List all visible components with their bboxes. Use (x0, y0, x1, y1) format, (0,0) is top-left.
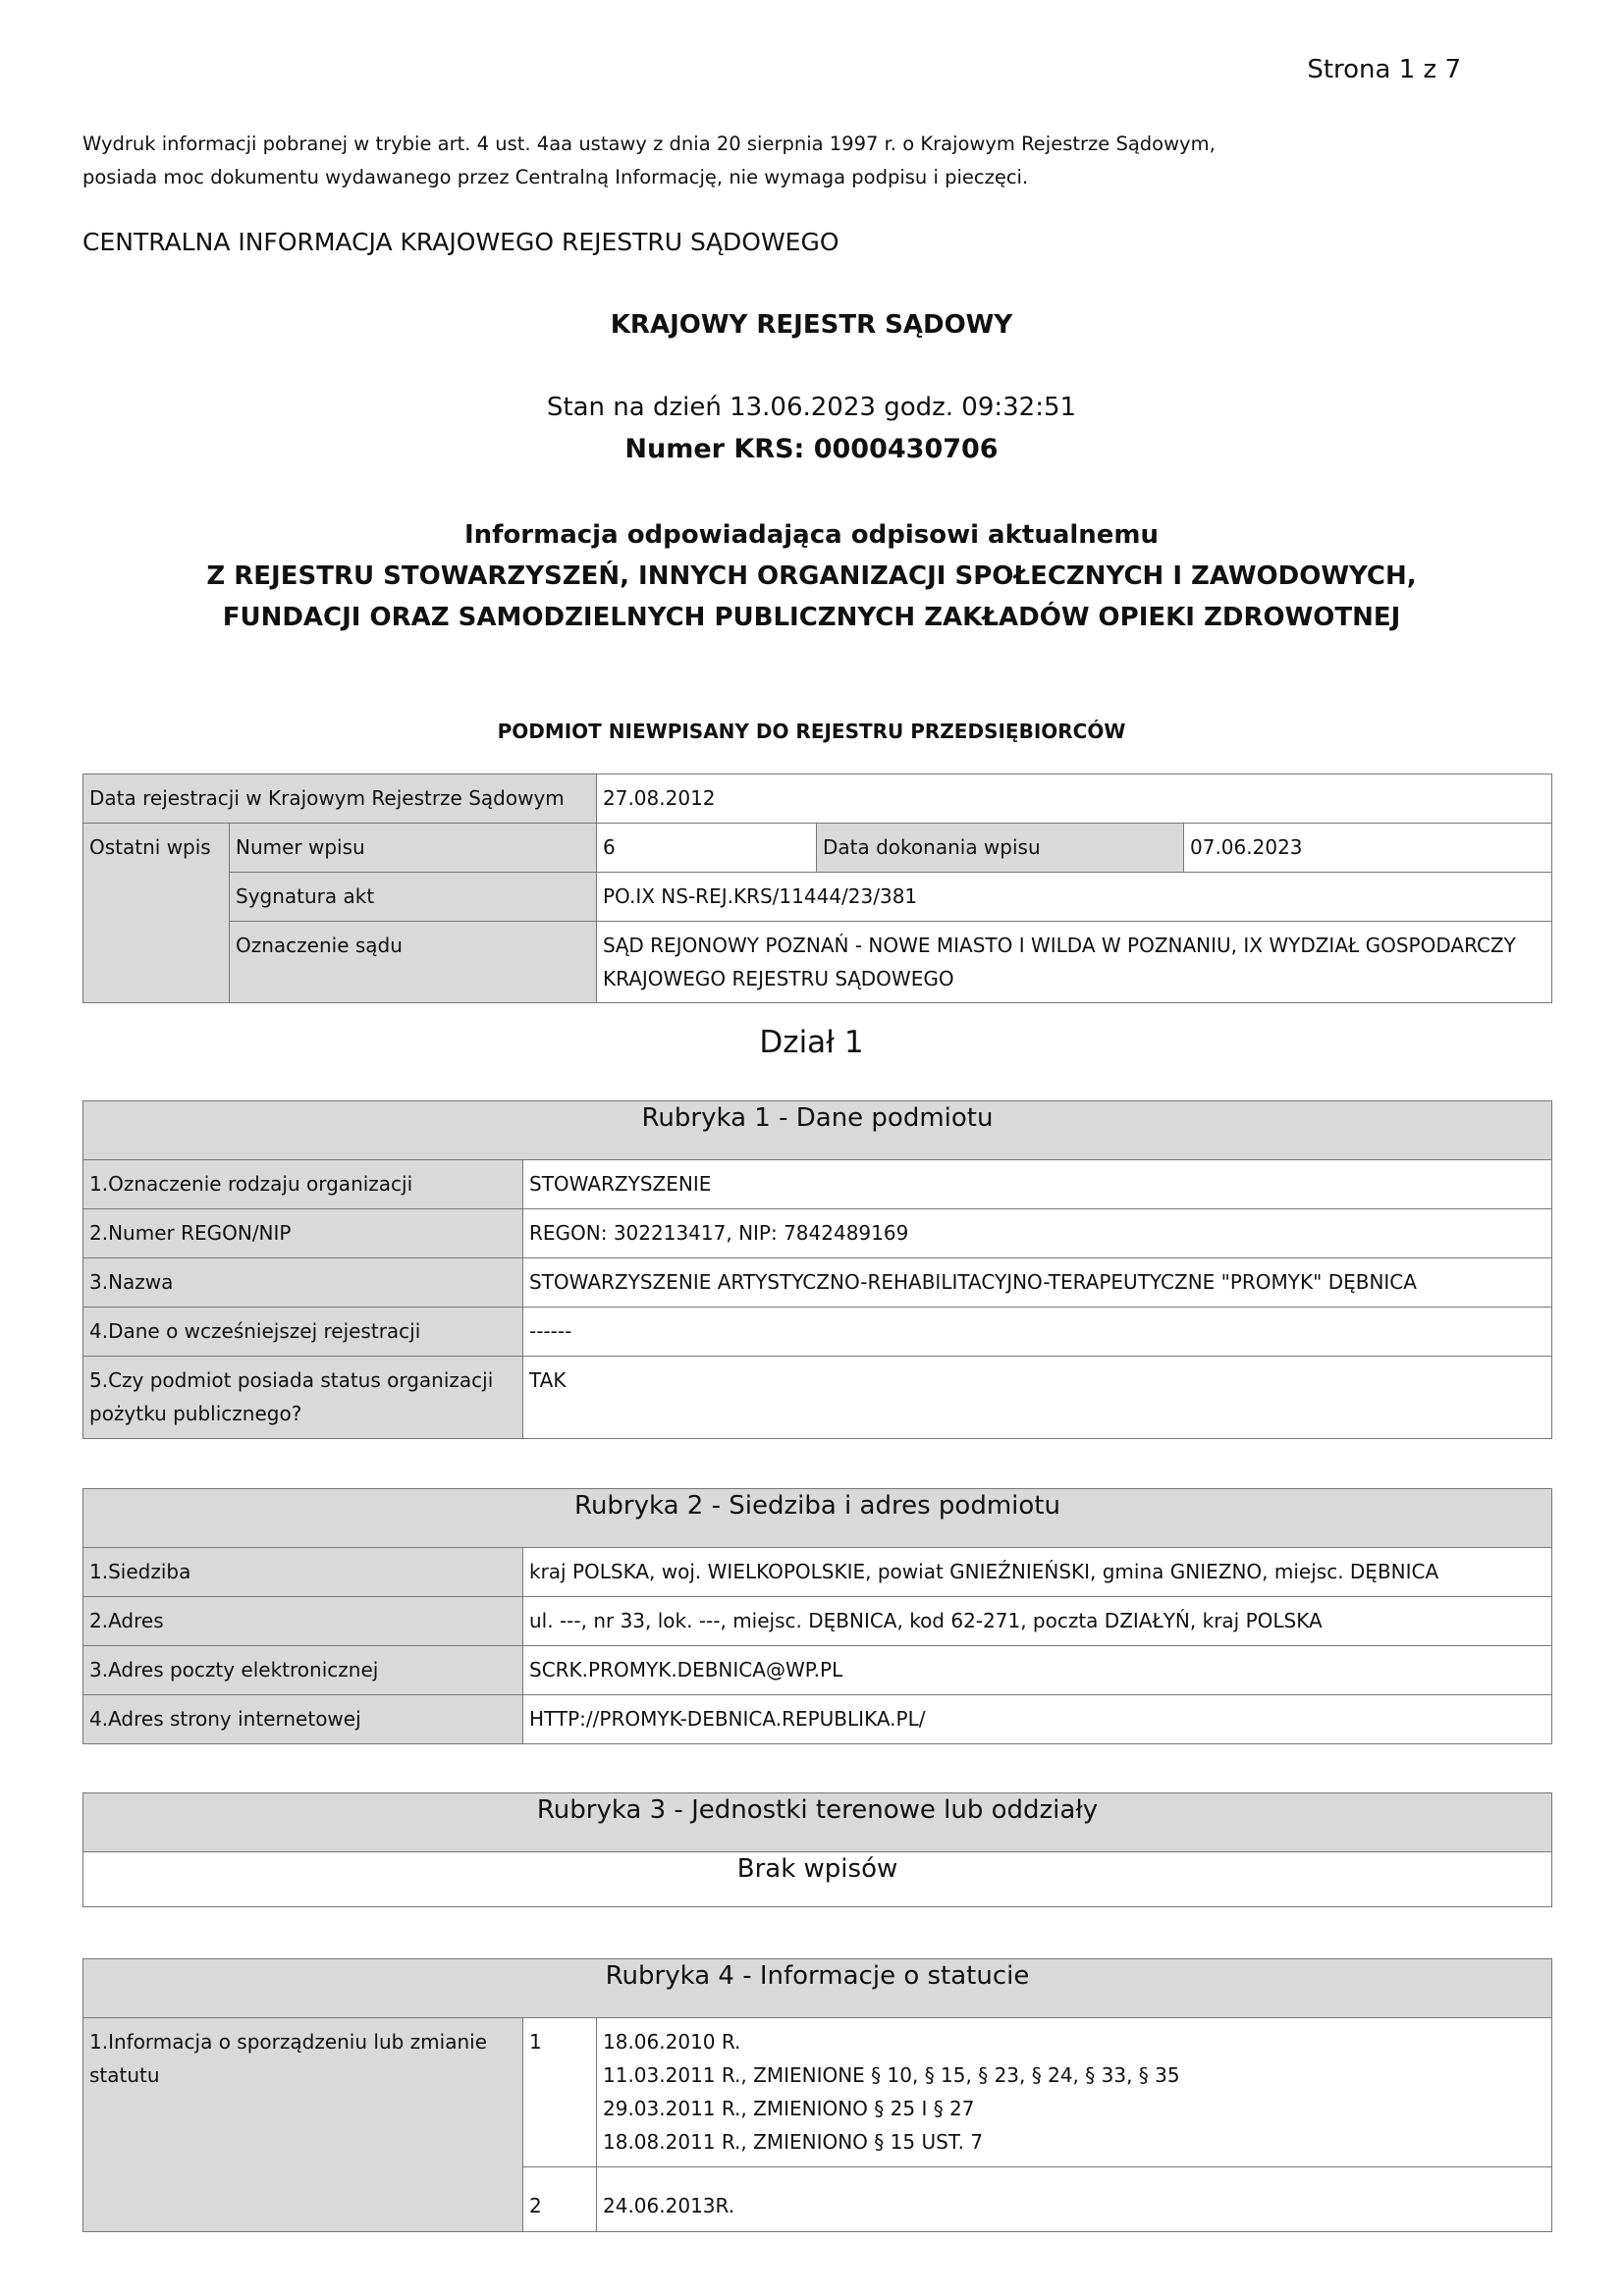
rubryka-1-title: Rubryka 1 - Dane podmiotu (83, 1101, 1552, 1160)
statute-info-label (83, 2018, 523, 2232)
krs-number: Numer KRS: 0000430706 (624, 434, 999, 464)
legal-notice (82, 128, 1359, 194)
rubryka-4-table (82, 1958, 1552, 2232)
extract-title-line: Informacja odpowiadająca odpisowi aktualnemu (463, 520, 1160, 550)
statute-entry-line: 18.06.2010 R. (603, 2030, 741, 2054)
rubryka-1-row-value: STOWARZYSZENIE (523, 1160, 1552, 1209)
statute-entry-value (597, 2167, 1552, 2232)
rubryka-1-row-label: 3.Nazwa (83, 1258, 523, 1308)
extract-title-line: Z REJESTRU STOWARZYSZEŃ, INNYCH ORGANIZACJI SPOŁECZNYCH I ZAWODOWYCH, (206, 561, 1417, 591)
last-entry-label: Ostatni wpis (83, 824, 230, 1003)
rubryka-2-row-value: SCRK.PROMYK.DEBNICA@WP.PL (523, 1646, 1552, 1695)
rubryka-2-row-value: ul. ---, nr 33, lok. ---, miejsc. DĘBNICA, kod 62-271, poczta DZIAŁYŃ, kraj POLSKA (523, 1597, 1552, 1646)
rubryka-1-row-label-line: 5.Czy podmiot posiada status organizacji (89, 1368, 494, 1392)
rubryka-2-row-label: 4.Adres strony internetowej (83, 1695, 523, 1744)
section-title: Dział 1 (759, 1025, 864, 1060)
rubryka-1-row-label: 4.Dane o wcześniejszej rejestracji (83, 1308, 523, 1357)
signature-label: Sygnatura akt (230, 873, 597, 922)
entry-number-label: Numer wpisu (230, 824, 597, 873)
rubryka-2-row-label: 1.Siedziba (83, 1548, 523, 1597)
statute-entry-line: 11.03.2011 R., ZMIENIONE § 10, § 15, § 23, § 24, § 33, § 35 (603, 2063, 1180, 2087)
statute-entry-line: 29.03.2011 R., ZMIENIONO § 25 I § 27 (603, 2097, 975, 2120)
entry-date-label: Data dokonania wpisu (817, 824, 1184, 873)
rubryka-1-row-label-line: pożytku publicznego? (89, 1402, 302, 1425)
statute-info-label-line: 1.Informacja o sporządzeniu lub zmianie (89, 2030, 488, 2054)
registration-date-label: Data rejestracji w Krajowym Rejestrze Sądowym (83, 774, 597, 824)
page-number: Strona 1 z 7 (1307, 55, 1461, 84)
court-value-line: SĄD REJONOWY POZNAŃ - NOWE MIASTO I WILDA W POZNANIU, IX WYDZIAŁ GOSPODARCZY (603, 934, 1516, 957)
registration-date-value: 27.08.2012 (597, 774, 1552, 824)
rubryka-2-table (82, 1488, 1552, 1744)
rubryka-2-row-value: kraj POLSKA, woj. WIELKOPOLSKIE, powiat GNIEŹNIEŃSKI, gmina GNIEZNO, miejsc. DĘBNICA (523, 1548, 1552, 1597)
statute-entry-number: 1 (523, 2018, 597, 2167)
entity-type-heading: PODMIOT NIEWPISANY DO REJESTRU PRZEDSIĘBIORCÓW (497, 720, 1126, 743)
rubryka-2-row-value: HTTP://PROMYK-DEBNICA.REPUBLIKA.PL/ (523, 1695, 1552, 1744)
court-value (597, 922, 1552, 1003)
rubryka-3-empty: Brak wpisów (83, 1852, 1552, 1907)
registration-table (82, 774, 1552, 1003)
extract-title-line: FUNDACJI ORAZ SAMODZIELNYCH PUBLICZNYCH ZAKŁADÓW OPIEKI ZDROWOTNEJ (222, 603, 1401, 632)
rubryka-1-table (82, 1100, 1552, 1439)
statute-entry-line: 18.08.2011 R., ZMIENIONO § 15 UST. 7 (603, 2130, 984, 2154)
entry-date-value: 07.06.2023 (1184, 824, 1552, 873)
rubryka-1-row-label: 2.Numer REGON/NIP (83, 1209, 523, 1258)
extract-title (0, 514, 1623, 638)
rubryka-2-row-label: 3.Adres poczty elektronicznej (83, 1646, 523, 1695)
rubryka-1-row-value: TAK (523, 1357, 1552, 1439)
rubryka-1-row-label (83, 1357, 523, 1439)
entry-number-value: 6 (597, 824, 817, 873)
rubryka-1-row-value: ------ (523, 1308, 1552, 1357)
rubryka-1-row-label: 1.Oznaczenie rodzaju organizacji (83, 1160, 523, 1209)
statute-entry-line: 24.06.2013R. (603, 2194, 735, 2217)
court-label: Oznaczenie sądu (230, 922, 597, 1003)
rubryka-3-title: Rubryka 3 - Jednostki terenowe lub oddziały (83, 1793, 1552, 1852)
registry-title: KRAJOWY REJESTR SĄDOWY (610, 310, 1013, 340)
court-value-line: KRAJOWEGO REJESTRU SĄDOWEGO (603, 967, 954, 990)
statute-info-label-line: statutu (89, 2063, 160, 2087)
legal-notice-line: posiada moc dokumentu wydawanego przez Centralną Informację, nie wymaga podpisu i pieczęci. (82, 166, 1029, 188)
rubryka-3-table (82, 1792, 1552, 1907)
state-date: Stan na dzień 13.06.2023 godz. 09:32:51 (546, 393, 1077, 422)
rubryka-1-row-value: STOWARZYSZENIE ARTYSTYCZNO-REHABILITACYJNO-TERAPEUTYCZNE "PROMYK" DĘBNICA (523, 1258, 1552, 1308)
statute-entry-number: 2 (523, 2167, 597, 2232)
rubryka-2-title: Rubryka 2 - Siedziba i adres podmiotu (83, 1489, 1552, 1548)
legal-notice-line: Wydruk informacji pobranej w trybie art. 4 ust. 4aa ustawy z dnia 20 sierpnia 1997 r. o Krajowym Rejestrze Sądowym, (82, 133, 1216, 155)
rubryka-1-row-value: REGON: 302213417, NIP: 7842489169 (523, 1209, 1552, 1258)
rubryka-2-row-label: 2.Adres (83, 1597, 523, 1646)
signature-value: PO.IX NS-REJ.KRS/11444/23/381 (597, 873, 1552, 922)
rubryka-4-title: Rubryka 4 - Informacje o statucie (83, 1959, 1552, 2018)
central-information-heading: CENTRALNA INFORMACJA KRAJOWEGO REJESTRU SĄDOWEGO (82, 228, 839, 256)
statute-entry-value (597, 2018, 1552, 2167)
